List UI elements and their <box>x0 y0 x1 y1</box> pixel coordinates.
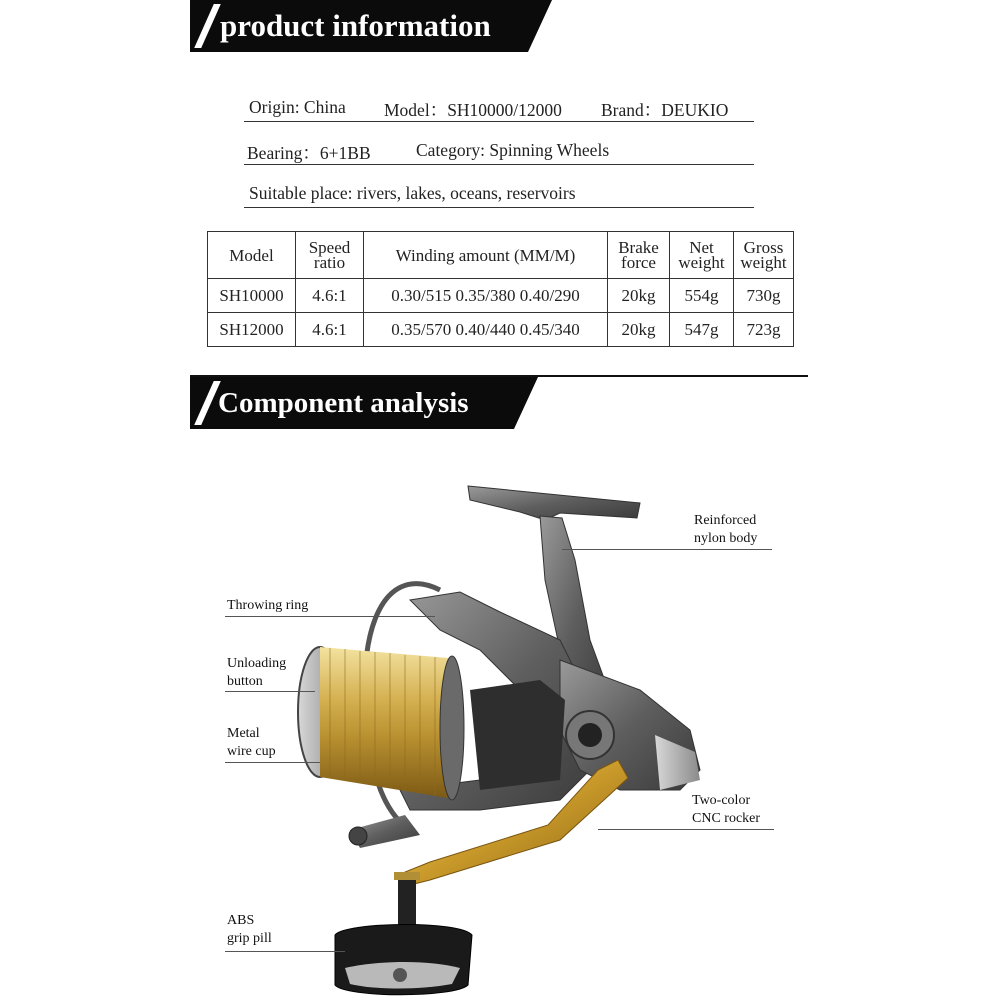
callout-line-grip <box>225 951 345 952</box>
product-info-title: product information <box>220 8 491 43</box>
callout-cup: Metal wire cup <box>227 726 276 759</box>
rotor-mechanism <box>470 680 565 790</box>
callout-line-unload <box>225 691 315 692</box>
model-text: Model：SH10000/12000 <box>384 100 562 120</box>
bearing-text: Bearing：6+1BB <box>247 143 371 163</box>
table-cell: 554g <box>670 279 734 313</box>
header-gross-weight: Gross weight <box>734 232 794 279</box>
suitable-text: Suitable place: rivers, lakes, oceans, reservoirs <box>249 183 576 203</box>
callout-line-body <box>562 549 772 550</box>
header-model: Model <box>208 232 296 279</box>
spool-rear <box>440 656 464 800</box>
callout-unload: Unloading button <box>227 656 287 689</box>
callout-rocker: Two-color CNC rocker <box>692 793 761 826</box>
component-title: Component analysis <box>218 387 469 419</box>
knob-stem <box>398 875 416 927</box>
header-speed-ratio: Speed ratio <box>296 232 364 279</box>
callout-body: Reinforced nylon body <box>694 513 758 546</box>
table-cell: SH12000 <box>208 313 296 347</box>
table-cell: 0.35/570 0.40/440 0.45/340 <box>364 313 608 347</box>
callout-line-cup <box>225 762 320 763</box>
table-cell: 547g <box>670 313 734 347</box>
header-net-weight: Net weight <box>670 232 734 279</box>
table-cell: 723g <box>734 313 794 347</box>
callout-ring: Throwing ring <box>227 598 309 613</box>
table-cell: 4.6:1 <box>296 313 364 347</box>
table-cell: 4.6:1 <box>296 279 364 313</box>
callout-line-ring <box>225 616 435 617</box>
table-cell: 0.30/515 0.35/380 0.40/290 <box>364 279 608 313</box>
table-cell: 730g <box>734 279 794 313</box>
reel-foot <box>468 486 640 520</box>
table-cell: 20kg <box>608 313 670 347</box>
table-cell: SH10000 <box>208 279 296 313</box>
table-cell: 20kg <box>608 279 670 313</box>
callout-grip: ABS grip pill <box>227 913 272 946</box>
origin-text: Origin: China <box>249 97 346 117</box>
brand-text: Brand：DEUKIO <box>601 100 729 120</box>
header-winding-amount: Winding amount (MM/M) <box>364 232 608 279</box>
gold-spool <box>320 647 448 798</box>
callout-line-rocker <box>598 829 774 830</box>
category-text: Category: Spinning Wheels <box>416 140 610 160</box>
header-brake-force: Brake force <box>608 232 670 279</box>
